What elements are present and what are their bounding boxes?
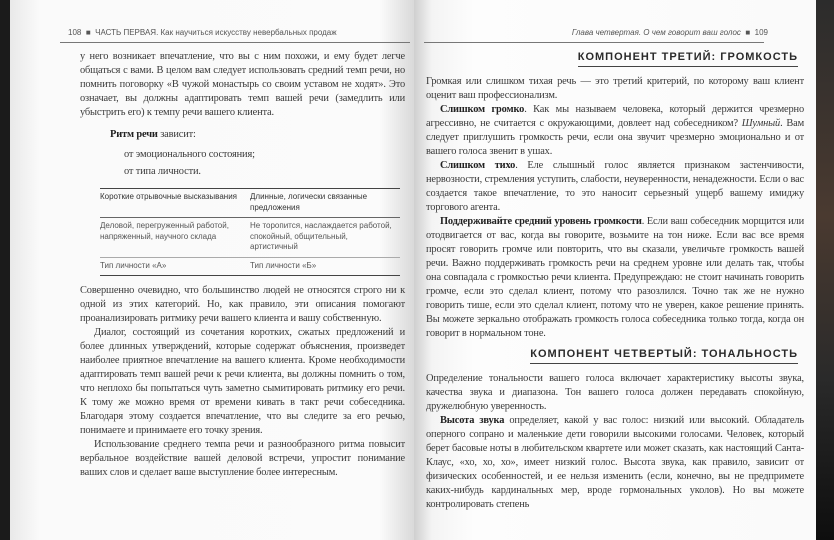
rhythm-list — [124, 146, 405, 180]
page-number: 108 — [68, 28, 82, 37]
list-item: от эмоционального состояния; — [124, 149, 255, 160]
section-heading-volume: КОМПОНЕНТ ТРЕТИЙ: ГРОМКОСТЬ — [578, 50, 798, 67]
italic-term: Шумный — [741, 118, 781, 129]
bold-term: Поддерживайте средний уровень громкости — [440, 216, 642, 227]
left-para-1 — [80, 50, 405, 120]
right-body-upper — [426, 75, 804, 341]
square-bullet-icon: ■ — [83, 28, 93, 37]
paragraph: Диалог, состоящий из сочетания коротких, сжатых предложений и более длинных утверждений, которые содержат объяснения, произведет наиболее приятное впечатление на вашего клиента. Кроме необходимости адаптировать темп вашей речи к речи клиента, вы должны помнить о том, что неплохо бы попытаться чуть заметно сымитировать ритмику его речи. К тому же можно время от времени кивать в такт речи собеседника. Благодаря этому создается впечатление, что вы следите за его речью, понимаете и принимаете его точку зрения. — [80, 327, 405, 436]
paragraph — [426, 215, 804, 341]
table-header: Длинные, логически связанные предложения — [250, 189, 400, 218]
bold-term: Высота звука — [440, 415, 505, 426]
paragraph — [426, 103, 804, 159]
table-header: Короткие отрывочные высказывания — [100, 189, 250, 218]
header-rule — [424, 42, 764, 43]
left-body-lower — [80, 284, 405, 480]
left-page — [10, 0, 414, 540]
paragraph — [426, 414, 804, 512]
table-row — [100, 257, 400, 276]
speech-rhythm-table — [100, 188, 400, 276]
text: . Если ваш собеседник морщится или отодвигается от вас, когда вы говорите, возьмите на тон ниже. Если вас все время просят говорить громче или повторить, что вы сказали, увеличьте громкость вашей речи. Важно поддерживать громкость речи на среднем уровне или делать так, чтобы она совпадала с громкостью речи клиента. Предупреждаю: не стоит начинать говорить громче, если это сделал клиент, потому что разозлился. Точно так же не нужно говорить тише, если это сделал клиент, потому что не уверен, какое решение принять. Вы можете зеркально отображать громкость голоса собеседника только тогда, когда он говорит в нормальном тоне. — [426, 216, 804, 339]
text: . Еле слышный голос является признаком застенчивости, нервозности, стремления уступить, слабости, неуверенности, ненадежности. Если о вас создается такое впечатление, то это наносит серьезный ущерб вашему имиджу торгового агента. — [426, 160, 804, 213]
bold-term: Слишком громко — [440, 104, 525, 115]
running-head-text: ЧАСТЬ ПЕРВАЯ. Как научиться искусству невербальных продаж — [95, 28, 337, 37]
rhythm-bold: Ритм речи — [110, 129, 158, 140]
paragraph: у него возникает впечатление, что вы с ним похожи, и ему будет легче общаться с вами. В целом вам следует использовать средний темп речи, но помнить поговорку «В чужой монастырь со своим уставом не ходят». Это означает, вы должны адаптировать темп вашей речи (замедлить или убыстрить его) к темпу речи вашего клиента. — [80, 51, 405, 118]
square-bullet-icon: ■ — [743, 28, 753, 37]
table-row — [100, 218, 400, 258]
text: определяет, какой у вас голос: низкий или высокий. Обладатель оперного сопрано и маленькие дети говорили высокими голосами. Человек, который берет басовые ноты в любительском квартете или может сказать, как настоящий Санта-Клаус, «хо, хо, хо», имеет низкий голос. Высота звука, как правило, зависит от физических особенностей, и ее нельзя изменить (если, конечно, вы не предпримете каких-нибудь кардинальных мер, вроде гормональных уколов). Но вы можете контролировать степень — [426, 415, 804, 510]
rhythm-block — [110, 128, 405, 180]
table-cell: Тип личности «Б» — [250, 257, 400, 276]
bold-term: Слишком тихо — [440, 160, 516, 171]
rhythm-rest: зависит: — [157, 129, 196, 140]
header-rule — [60, 42, 410, 43]
right-running-head — [572, 28, 768, 38]
right-page — [414, 0, 816, 540]
right-body-lower — [426, 372, 804, 512]
text: . Как мы называем человека, который держится чрезмерно агрессивно, не считается с окружающими, довлеет над собеседником? — [426, 104, 804, 129]
table-cell: Тип личности «А» — [100, 257, 250, 276]
section-heading-tonality: КОМПОНЕНТ ЧЕТВЕРТЫЙ: ТОНАЛЬНОСТЬ — [530, 347, 798, 364]
text: . Вам следует приглушить громкость речи, если она звучит чрезмерно эмоционально и от вашего голоса звенит в ушах. — [426, 118, 804, 157]
page-number: 109 — [754, 28, 768, 37]
table-cell: Деловой, перегруженный работой, напряженный, научного склада — [100, 218, 250, 258]
list-item: от типа личности. — [124, 166, 201, 177]
left-running-head — [68, 28, 337, 38]
table-header-row — [100, 189, 400, 218]
paragraph: Совершенно очевидно, что большинство людей не относятся строго ни к одной из этих категорий. Но, как правило, эти описания помогают проанализировать ритмику речи вашего клиента и вашу собственную. — [80, 285, 405, 324]
paragraph: Определение тональности вашего голоса включает характеристику высоты звука, качества звука и диапазона. Тон вашего голоса должен передавать спокойную, дружелюбную уверенность. — [426, 373, 804, 412]
left-column — [80, 50, 405, 480]
right-column — [426, 44, 804, 512]
running-head-text: Глава четвертая. О чем говорит ваш голос — [571, 28, 741, 37]
table-cell: Не торопится, наслаждается работой, спокойный, общительный, артистичный — [250, 218, 400, 258]
paragraph: Громкая или слишком тихая речь — это третий критерий, по которому ваш клиент оценит ваш профессионализм. — [426, 76, 804, 101]
paragraph — [426, 159, 804, 215]
background-edge — [816, 0, 834, 540]
paragraph: Использование среднего темпа речи и разнообразного ритма повысит вербальное воздействие вашей деловой встречи, упростит понимание ваших слов и сделает ваше выступление более интересным. — [80, 439, 405, 478]
